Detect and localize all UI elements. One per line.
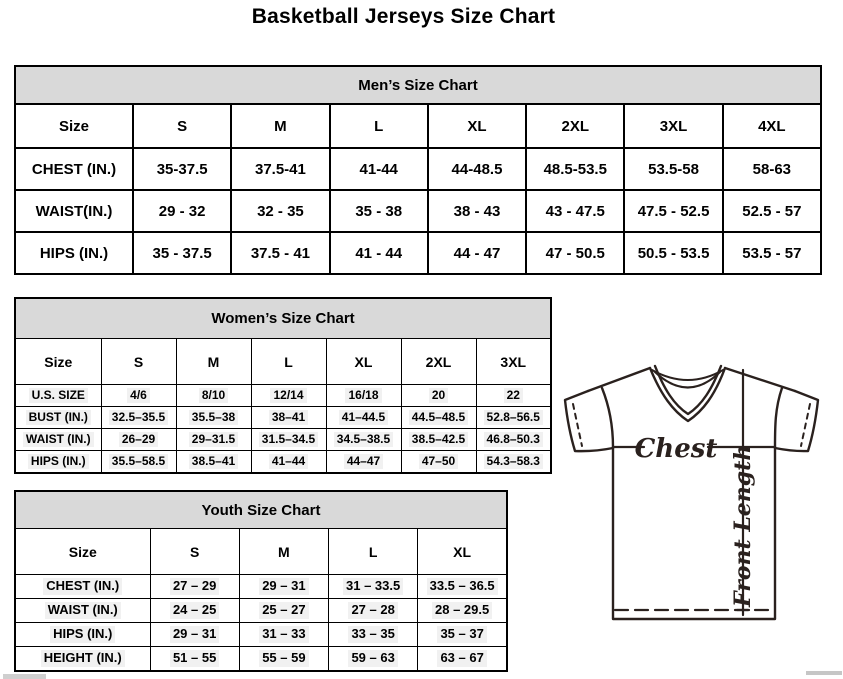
column-header-row bbox=[15, 104, 821, 148]
row-label-text: BUST (IN.) bbox=[26, 410, 91, 425]
cell-text: 38–41 bbox=[269, 410, 308, 425]
cell-text: 33 – 35 bbox=[348, 626, 397, 642]
cell-text: 28 – 29.5 bbox=[432, 602, 492, 618]
table-cell bbox=[150, 599, 239, 623]
table-cell bbox=[251, 385, 326, 407]
chest-label: Chest bbox=[634, 434, 718, 464]
table-cell bbox=[418, 599, 507, 623]
jersey-diagram bbox=[558, 363, 840, 631]
cell-text: 52.8–56.5 bbox=[484, 410, 543, 425]
table-title-row bbox=[15, 298, 551, 339]
jersey-left-armhole-seam bbox=[602, 388, 613, 447]
cell-text: 35 – 37 bbox=[437, 626, 486, 642]
cell-text: 31.5–34.5 bbox=[259, 432, 318, 447]
table-cell: 44 - 47 bbox=[428, 232, 526, 274]
table-cell bbox=[326, 451, 401, 474]
table-cell bbox=[176, 407, 251, 429]
column-header: S bbox=[101, 339, 176, 385]
jersey-left-cuff-stitch bbox=[573, 404, 582, 446]
cell-text: 59 – 63 bbox=[348, 650, 397, 666]
table-cell bbox=[101, 407, 176, 429]
jersey-right-shoulder bbox=[725, 368, 795, 391]
cell-text: 12/14 bbox=[270, 388, 306, 403]
jersey-left-shoulder bbox=[588, 368, 650, 391]
cell-text: 8/10 bbox=[199, 388, 228, 403]
table-cell bbox=[418, 647, 507, 672]
cell-text: 51 – 55 bbox=[170, 650, 219, 666]
youth-chart-title: Youth Size Chart bbox=[15, 491, 507, 529]
table-cell bbox=[101, 451, 176, 474]
cell-text: 22 bbox=[504, 388, 523, 403]
row-label-text: WAIST (IN.) bbox=[45, 602, 121, 618]
cell-text: 29 – 31 bbox=[170, 626, 219, 642]
table-row bbox=[15, 407, 551, 429]
page-title: Basketball Jerseys Size Chart bbox=[251, 5, 556, 28]
womens-size-chart-table bbox=[14, 297, 552, 474]
cell-text: 34.5–38.5 bbox=[334, 432, 393, 447]
cell-text: 35.5–58.5 bbox=[109, 454, 168, 469]
table-title-row bbox=[15, 66, 821, 104]
column-header-row bbox=[15, 529, 507, 575]
table-cell: 29 - 32 bbox=[133, 190, 231, 232]
table-cell: 52.5 - 57 bbox=[723, 190, 821, 232]
scrollbar-fragment-left[interactable] bbox=[3, 674, 46, 679]
table-cell bbox=[176, 429, 251, 451]
table-row bbox=[15, 647, 507, 672]
row-label bbox=[15, 599, 150, 623]
cell-text: 24 – 25 bbox=[170, 602, 219, 618]
table-cell: 41 - 44 bbox=[330, 232, 428, 274]
cell-text: 33.5 – 36.5 bbox=[427, 578, 498, 594]
cell-text: 20 bbox=[429, 388, 448, 403]
table-cell: 53.5-58 bbox=[624, 148, 722, 190]
table-cell bbox=[101, 385, 176, 407]
cell-text: 54.3–58.3 bbox=[484, 454, 543, 469]
row-label bbox=[15, 429, 101, 451]
table-row bbox=[15, 623, 507, 647]
row-label bbox=[15, 575, 150, 599]
table-cell bbox=[101, 429, 176, 451]
table-cell bbox=[329, 599, 418, 623]
row-label bbox=[15, 451, 101, 474]
table-cell bbox=[251, 407, 326, 429]
table-row bbox=[15, 575, 507, 599]
table-cell: 35 - 38 bbox=[330, 190, 428, 232]
column-header: L bbox=[330, 104, 428, 148]
column-header: XL bbox=[418, 529, 507, 575]
table-cell bbox=[251, 451, 326, 474]
cell-text: 41–44.5 bbox=[339, 410, 388, 425]
table-cell bbox=[418, 623, 507, 647]
cell-text: 25 – 27 bbox=[259, 602, 308, 618]
cell-text: 63 – 67 bbox=[437, 650, 486, 666]
cell-text: 31 – 33 bbox=[259, 626, 308, 642]
table-row bbox=[15, 232, 821, 274]
column-header: Size bbox=[15, 529, 150, 575]
jersey-right-armhole-seam bbox=[775, 388, 782, 447]
row-label bbox=[15, 647, 150, 672]
table-cell: 37.5-41 bbox=[231, 148, 329, 190]
column-header: S bbox=[133, 104, 231, 148]
table-cell bbox=[476, 385, 551, 407]
jersey-right-cuff-stitch bbox=[801, 404, 810, 446]
cell-text: 38.5–41 bbox=[189, 454, 238, 469]
cell-text: 41–44 bbox=[269, 454, 308, 469]
column-header: 2XL bbox=[526, 104, 624, 148]
table-cell bbox=[239, 575, 328, 599]
cell-text: 47–50 bbox=[419, 454, 458, 469]
column-header: 4XL bbox=[723, 104, 821, 148]
column-header: Size bbox=[15, 104, 133, 148]
table-cell: 35-37.5 bbox=[133, 148, 231, 190]
table-cell: 37.5 - 41 bbox=[231, 232, 329, 274]
jersey-right-sleeve bbox=[775, 391, 818, 451]
column-header: Size bbox=[15, 339, 101, 385]
table-cell bbox=[329, 575, 418, 599]
table-row bbox=[15, 451, 551, 474]
table-cell bbox=[150, 575, 239, 599]
table-cell bbox=[401, 385, 476, 407]
womens-chart-title: Women’s Size Chart bbox=[15, 298, 551, 339]
table-row bbox=[15, 190, 821, 232]
mens-size-chart-table bbox=[14, 65, 822, 275]
table-cell: 44-48.5 bbox=[428, 148, 526, 190]
cell-text: 4/6 bbox=[127, 388, 150, 403]
table-cell bbox=[326, 407, 401, 429]
table-title-row bbox=[15, 491, 507, 529]
scrollbar-fragment-right[interactable] bbox=[806, 671, 842, 675]
column-header: L bbox=[329, 529, 418, 575]
column-header: XL bbox=[428, 104, 526, 148]
row-label: CHEST (IN.) bbox=[15, 148, 133, 190]
column-header: XL bbox=[326, 339, 401, 385]
cell-text: 55 – 59 bbox=[259, 650, 308, 666]
cell-text: 27 – 29 bbox=[170, 578, 219, 594]
table-cell bbox=[176, 451, 251, 474]
table-cell bbox=[401, 451, 476, 474]
cell-text: 26–29 bbox=[119, 432, 158, 447]
table-cell bbox=[326, 429, 401, 451]
cell-text: 44.5–48.5 bbox=[409, 410, 468, 425]
table-cell bbox=[418, 575, 507, 599]
table-cell: 47 - 50.5 bbox=[526, 232, 624, 274]
row-label-text: CHEST (IN.) bbox=[43, 578, 122, 594]
table-row bbox=[15, 148, 821, 190]
table-cell: 35 - 37.5 bbox=[133, 232, 231, 274]
row-label-text: HEIGHT (IN.) bbox=[41, 650, 125, 666]
table-cell bbox=[251, 429, 326, 451]
cell-text: 44–47 bbox=[344, 454, 383, 469]
cell-text: 27 – 28 bbox=[348, 602, 397, 618]
table-row bbox=[15, 599, 507, 623]
row-label bbox=[15, 623, 150, 647]
cell-text: 29–31.5 bbox=[189, 432, 238, 447]
column-header: 3XL bbox=[624, 104, 722, 148]
cell-text: 38.5–42.5 bbox=[409, 432, 468, 447]
column-header: M bbox=[176, 339, 251, 385]
table-cell: 48.5-53.5 bbox=[526, 148, 624, 190]
table-cell bbox=[150, 647, 239, 672]
row-label-text: WAIST (IN.) bbox=[23, 432, 94, 447]
cell-text: 31 – 33.5 bbox=[343, 578, 403, 594]
cell-text: 35.5–38 bbox=[189, 410, 238, 425]
front-length-label: Front Length bbox=[730, 444, 756, 607]
cell-text: 32.5–35.5 bbox=[109, 410, 168, 425]
table-cell bbox=[401, 429, 476, 451]
table-cell bbox=[239, 647, 328, 672]
table-cell bbox=[401, 407, 476, 429]
row-label: HIPS (IN.) bbox=[15, 232, 133, 274]
row-label: WAIST(IN.) bbox=[15, 190, 133, 232]
table-cell: 43 - 47.5 bbox=[526, 190, 624, 232]
jersey-collar-inner bbox=[655, 366, 721, 414]
table-row bbox=[15, 429, 551, 451]
row-label bbox=[15, 385, 101, 407]
row-label-text: HIPS (IN.) bbox=[28, 454, 89, 469]
table-cell: 38 - 43 bbox=[428, 190, 526, 232]
youth-size-chart-table bbox=[14, 490, 508, 672]
table-cell bbox=[329, 647, 418, 672]
table-cell bbox=[150, 623, 239, 647]
column-header: S bbox=[150, 529, 239, 575]
column-header: M bbox=[239, 529, 328, 575]
column-header-row bbox=[15, 339, 551, 385]
table-cell: 53.5 - 57 bbox=[723, 232, 821, 274]
table-cell bbox=[329, 623, 418, 647]
table-cell bbox=[239, 623, 328, 647]
column-header: 2XL bbox=[401, 339, 476, 385]
table-row bbox=[15, 385, 551, 407]
row-label-text: U.S. SIZE bbox=[29, 388, 88, 403]
mens-chart-title: Men’s Size Chart bbox=[15, 66, 821, 104]
table-cell bbox=[176, 385, 251, 407]
table-cell: 58-63 bbox=[723, 148, 821, 190]
table-cell: 41-44 bbox=[330, 148, 428, 190]
row-label-text: HIPS (IN.) bbox=[50, 626, 115, 642]
table-cell: 32 - 35 bbox=[231, 190, 329, 232]
cell-text: 29 – 31 bbox=[259, 578, 308, 594]
table-cell bbox=[476, 407, 551, 429]
table-cell bbox=[476, 451, 551, 474]
cell-text: 46.8–50.3 bbox=[484, 432, 543, 447]
table-cell: 50.5 - 53.5 bbox=[624, 232, 722, 274]
table-cell: 47.5 - 52.5 bbox=[624, 190, 722, 232]
cell-text: 16/18 bbox=[345, 388, 381, 403]
row-label bbox=[15, 407, 101, 429]
table-cell bbox=[476, 429, 551, 451]
table-cell bbox=[239, 599, 328, 623]
column-header: 3XL bbox=[476, 339, 551, 385]
column-header: L bbox=[251, 339, 326, 385]
column-header: M bbox=[231, 104, 329, 148]
table-cell bbox=[326, 385, 401, 407]
